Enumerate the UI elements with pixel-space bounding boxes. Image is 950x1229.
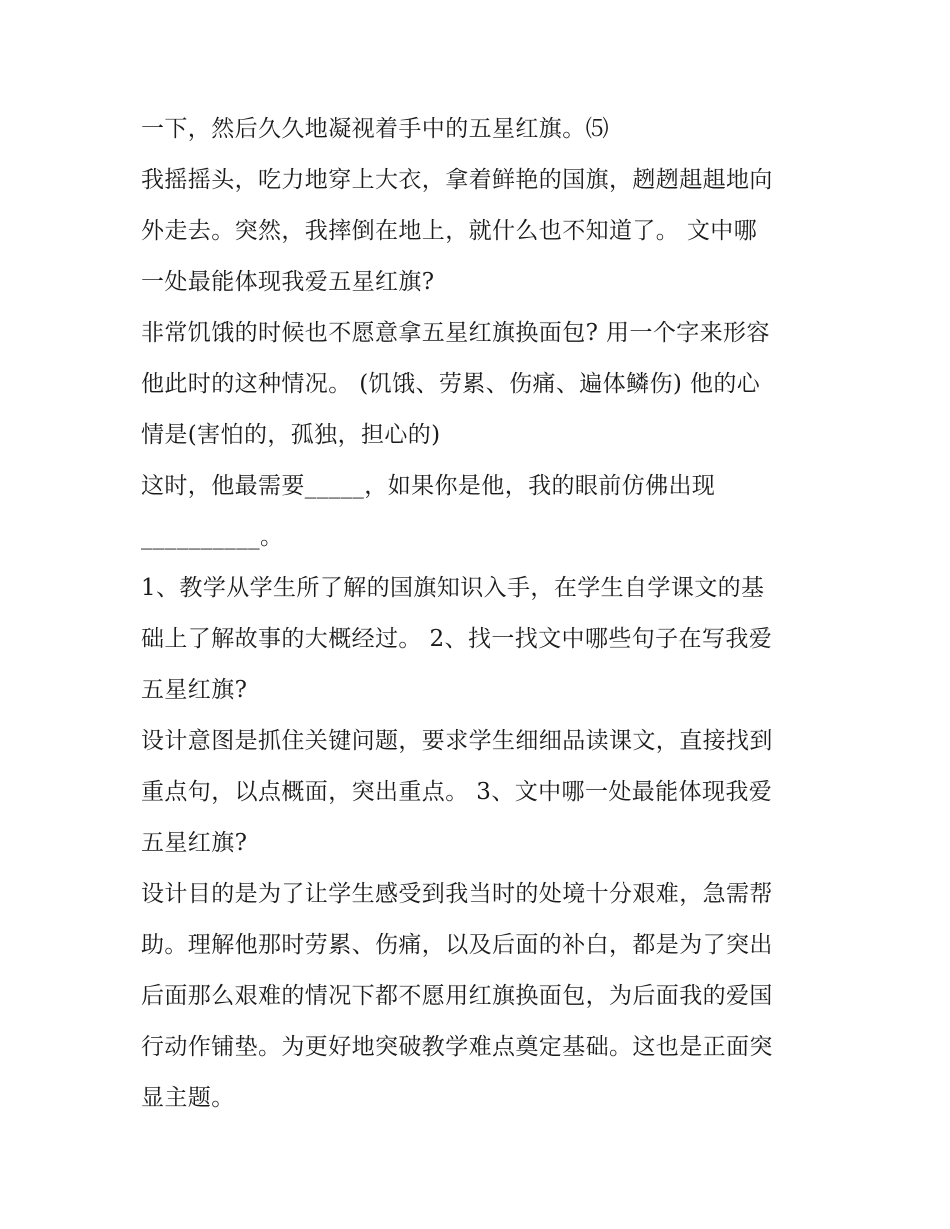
text-line: 我摇摇头，吃力地穿上大衣，拿着鲜艳的国旗，趔趔趄趄地向 [141, 167, 773, 193]
text-line: 后面那么艰难的情况下都不愿用红旗换面包，为后面我的爱国 [141, 983, 773, 1009]
text-line: __________。 [141, 524, 284, 550]
text-line: 1、教学从学生所了解的国旗知识入手，在学生自学课文的基 [141, 575, 765, 601]
text-line: 非常饥饿的时候也不愿意拿五星红旗换面包? 用一个字来形容 [141, 320, 770, 346]
text-line: 显主题。 [141, 1085, 235, 1111]
text-line: 五星红旗? [141, 830, 248, 856]
text-line: 行动作铺垫。为更好地突破教学难点奠定基础。这也是正面突 [141, 1034, 773, 1060]
text-line: 这时，他最需要_____，如果你是他，我的眼前仿佛出现 [141, 473, 716, 499]
text-line: 五星红旗? [141, 677, 248, 703]
text-line: 设计意图是抓住关键问题，要求学生细细品读课文，直接找到 [141, 728, 773, 754]
text-line: 助。理解他那时劳累、伤痛，以及后面的补白，都是为了突出 [141, 932, 773, 958]
text-line: 情是(害怕的，孤独，担心的) [141, 422, 441, 448]
document-body [141, 107, 821, 1127]
text-line: 一下，然后久久地凝视着手中的五星红旗。⑸ [141, 116, 609, 142]
text-line: 重点句，以点概面，突出重点。 3、文中哪一处最能体现我爱 [141, 779, 773, 805]
text-line: 一处最能体现我爱五星红旗? [141, 269, 435, 295]
text-line: 设计目的是为了让学生感受到我当时的处境十分艰难，急需帮 [141, 881, 773, 907]
text-line: 外走去。突然，我摔倒在地上，就什么也不知道了。 文中哪 [141, 218, 758, 244]
text-line: 础上了解故事的大概经过。 2、找一找文中哪些句子在写我爱 [141, 626, 773, 652]
text-line: 他此时的这种情况。 (饥饿、劳累、伤痛、遍体鳞伤) 他的心 [141, 371, 761, 397]
